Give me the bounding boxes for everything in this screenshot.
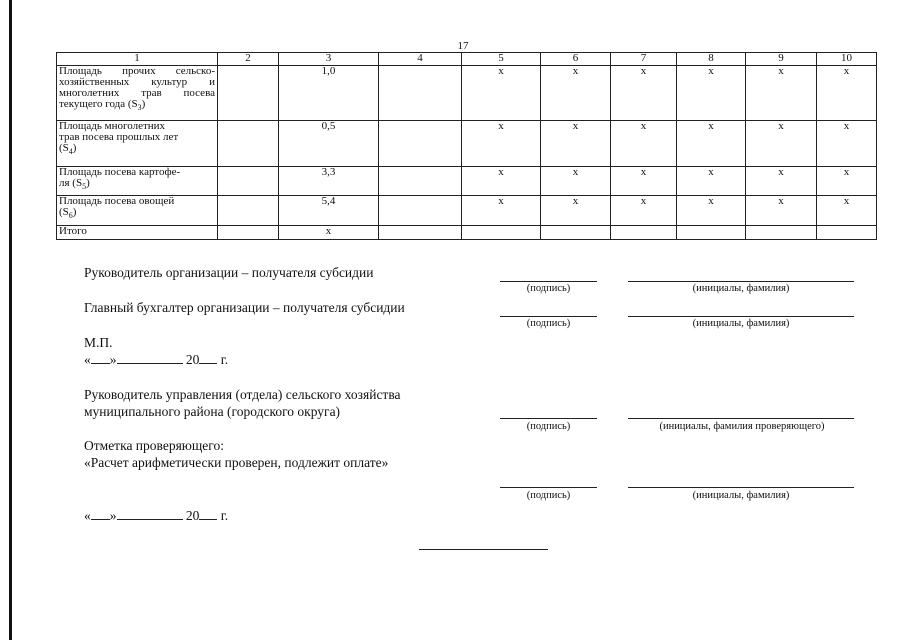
signature-caption: (подпись) <box>526 318 571 329</box>
table-cell <box>746 226 817 240</box>
name-caption: (инициалы, фамилия) <box>692 318 790 329</box>
table-cell <box>379 121 462 167</box>
table-cell: x <box>746 66 817 121</box>
signature-caption: (подпись) <box>526 283 571 294</box>
table-row-total <box>57 226 877 240</box>
head-org-label: Руководитель организации – получателя субсидии <box>84 265 374 280</box>
column-header: 4 <box>379 53 462 66</box>
table-cell <box>611 226 677 240</box>
column-header: 8 <box>677 53 746 66</box>
date-line: « » 20 г. <box>84 352 229 367</box>
table-row <box>57 167 877 196</box>
column-header: 10 <box>817 53 877 66</box>
table-cell: x <box>611 121 677 167</box>
table-cell: x <box>817 196 877 226</box>
table-cell: x <box>541 66 611 121</box>
name-line <box>628 418 854 419</box>
name-line <box>628 316 854 317</box>
column-header: 9 <box>746 53 817 66</box>
table-cell: x <box>817 66 877 121</box>
table-cell: x <box>541 121 611 167</box>
signature-caption: (подпись) <box>526 421 571 432</box>
row-label: Площадь прочих сельско- хозяйственных культур и многолетних трав посева текущего года $(S_3)$ <box>57 66 218 121</box>
table-cell: x <box>541 196 611 226</box>
checker-name-caption: (инициалы, фамилия проверяющего) <box>659 421 825 432</box>
table-header-row <box>57 53 877 66</box>
table-row <box>57 66 877 121</box>
signature-line <box>500 418 597 419</box>
table-cell <box>218 66 279 121</box>
table-cell: x <box>462 196 541 226</box>
table-cell: x <box>611 167 677 196</box>
table-cell <box>218 196 279 226</box>
table-cell: x <box>462 121 541 167</box>
table-cell <box>462 226 541 240</box>
row-label: Площадь посева овощей $(S_6)$ <box>57 196 218 226</box>
signature-line <box>500 316 597 317</box>
table-cell: x <box>746 121 817 167</box>
table-cell <box>218 226 279 240</box>
name-line <box>628 281 854 282</box>
table-cell: x <box>279 226 379 240</box>
table-cell: x <box>462 167 541 196</box>
table-cell: x <box>677 66 746 121</box>
table-cell: x <box>677 196 746 226</box>
table-row <box>57 121 877 167</box>
column-header: 3 <box>279 53 379 66</box>
page-number: 17 <box>457 40 469 52</box>
table-cell: 5,4 <box>279 196 379 226</box>
table-cell <box>218 167 279 196</box>
table-cell: x <box>817 167 877 196</box>
date-line: « » 20 г. <box>84 508 229 523</box>
table-cell: x <box>817 121 877 167</box>
column-header: 5 <box>462 53 541 66</box>
table-cell: x <box>541 167 611 196</box>
table-cell <box>379 66 462 121</box>
table-cell: x <box>677 121 746 167</box>
chief-accountant-label: Главный бухгалтер организации – получателя субсидии <box>84 300 405 315</box>
table-cell <box>541 226 611 240</box>
checker-mark: Отметка проверяющего: «Расчет арифметически проверен, подлежит оплате» <box>84 438 389 470</box>
table-cell: x <box>611 66 677 121</box>
signature-caption: (подпись) <box>526 490 571 501</box>
table-cell <box>379 196 462 226</box>
signature-line <box>500 281 597 282</box>
table-cell <box>379 167 462 196</box>
area-table <box>56 52 877 240</box>
row-label: Площадь посева картофе- ля $(S_5)$ <box>57 167 218 196</box>
stamp-place-label: М.П. <box>84 335 113 350</box>
table-cell <box>218 121 279 167</box>
table-cell: 0,5 <box>279 121 379 167</box>
table-cell: x <box>611 196 677 226</box>
table-cell <box>677 226 746 240</box>
table-cell <box>817 226 877 240</box>
column-header: 7 <box>611 53 677 66</box>
table-cell: x <box>746 167 817 196</box>
name-line <box>628 487 854 488</box>
name-caption: (инициалы, фамилия) <box>692 490 790 501</box>
column-header: 1 <box>57 53 218 66</box>
closing-rule <box>419 549 548 550</box>
table-cell: x <box>462 66 541 121</box>
table-cell: 3,3 <box>279 167 379 196</box>
name-caption: (инициалы, фамилия) <box>692 283 790 294</box>
table-row <box>57 196 877 226</box>
column-header: 2 <box>218 53 279 66</box>
table-cell: x <box>746 196 817 226</box>
table-cell: 1,0 <box>279 66 379 121</box>
head-dept-label: Руководитель управления (отдела) сельского хозяйства муниципального района (городского округа) <box>84 387 401 419</box>
row-label: Площадь многолетних трав посева прошлых лет $(S_4)$ <box>57 121 218 167</box>
signature-line <box>500 487 597 488</box>
page-edge-bar <box>9 0 12 640</box>
row-label: Итого <box>57 226 218 240</box>
table-cell <box>379 226 462 240</box>
column-header: 6 <box>541 53 611 66</box>
table-cell: x <box>677 167 746 196</box>
